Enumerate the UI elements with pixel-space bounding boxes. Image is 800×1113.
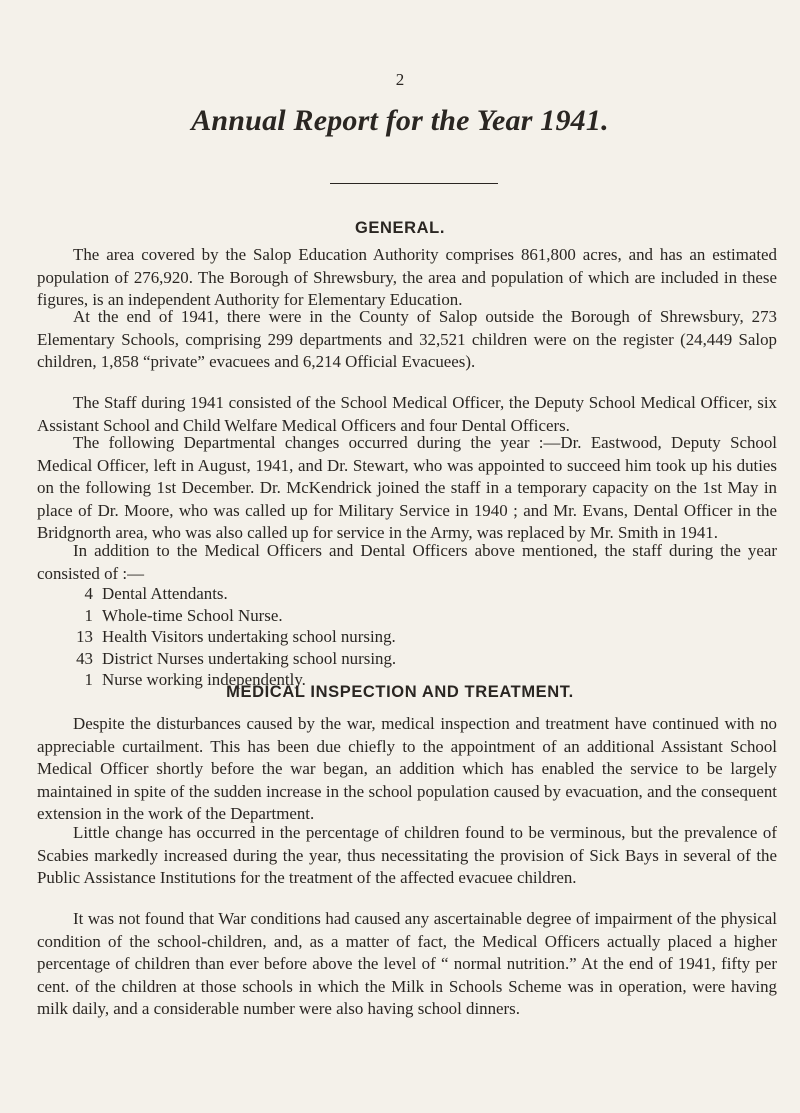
- list-item: [69, 605, 396, 627]
- staff-description: District Nurses undertaking school nursing.: [102, 648, 397, 668]
- staff-count: 1: [84, 670, 93, 689]
- staff-count: 1: [84, 605, 93, 625]
- staff-list: [69, 583, 396, 691]
- staff-count: 4: [84, 584, 93, 603]
- section-heading-medical: MEDICAL INSPECTION AND TREATMENT.: [226, 683, 574, 701]
- paragraph-war-disturbances: Despite the disturbances caused by the war, medical inspection and treatment have continued with no appreciable curtailment. This has been due chiefly to the appointment of an additional Assistant School Medical Officer shortly before the war began, an addition which has enabled the service to be largely maintained in spite of the sudden increase in the school population caused by evacuation, and the consequent extension in the work of the Department.: [37, 714, 777, 824]
- section-heading-general: GENERAL.: [354, 219, 446, 237]
- staff-count: 43: [76, 648, 93, 668]
- staff-description: Whole-time School Nurse.: [102, 605, 283, 625]
- title-divider: [330, 183, 498, 184]
- paragraph-departmental-changes: The following Departmental changes occurred during the year :—Dr. Eastwood, Deputy School Medical Officer, left in August, 1941, and Dr. Stewart, who was appointed to succeed him took up his duties on the following 1st December. Dr. McKendrick joined the staff in a temporary capacity on the 1st May in place of Dr. Moore, who was called up for Military Service in 1940 ; and Mr. Evans, Dental Officer in the Bridgnorth area, who was also called up for service in the Army, was replaced by Mr. Smith in 1941.: [37, 433, 777, 543]
- paragraph-nutrition: It was not found that War conditions had caused any ascertainable degree of impairment of the physical condition of the school-children, and, as a matter of fact, the Medical Officers actually placed a higher percentage of children than ever before above the level of “ normal nutrition.” At the end of 1941, fifty per cent. of the children at those schools in which the Milk in Schools Scheme was in operation, were having milk daily, and a considerable number were also having school dinners.: [37, 909, 777, 1019]
- paragraph-area: The area covered by the Salop Education Authority comprises 861,800 acres, and has an estimated population of 276,920. The Borough of Shrewsbury, the area and population of which are included in these figures, is an independent Authority for Elementary Education.: [37, 245, 777, 310]
- list-item: [69, 648, 396, 670]
- staff-description: Dental Attendants.: [102, 584, 228, 603]
- staff-description: Health Visitors undertaking school nursing.: [102, 627, 396, 646]
- list-item: [69, 626, 396, 648]
- paragraph-staff-intro: In addition to the Medical Officers and Dental Officers above mentioned, the staff during the year consisted of :—: [37, 541, 777, 583]
- list-item: [69, 583, 396, 605]
- staff-count: 13: [76, 627, 93, 646]
- staff-description: Nurse working independently.: [102, 670, 306, 689]
- paragraph-scabies: Little change has occurred in the percentage of children found to be verminous, but the prevalence of Scabies markedly increased during the year, thus necessitating the provision of Sick Bays in several of the Public Assistance Institutions for the treatment of the affected evacuee children.: [37, 823, 777, 888]
- paragraph-staff: The Staff during 1941 consisted of the School Medical Officer, the Deputy School Medical Officer, six Assistant School and Child Welfare Medical Officers and four Dental Officers.: [37, 393, 777, 435]
- paragraph-schools: At the end of 1941, there were in the County of Salop outside the Borough of Shrewsbury, 273 Elementary Schools, comprising 299 departments and 32,521 children were on the register (24,449 Salop children, 1,858 “private” evacuees and 6,214 Official Evacuees).: [37, 307, 777, 372]
- page-number: 2: [395, 70, 405, 89]
- page-title: Annual Report for the Year 1941.: [191, 104, 609, 137]
